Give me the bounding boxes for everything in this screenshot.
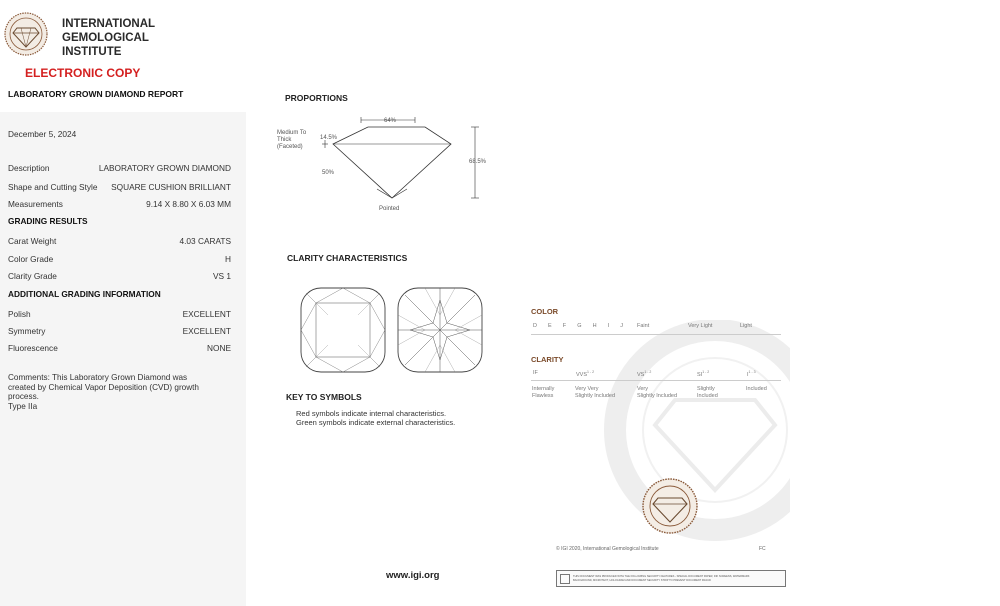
- clarity-desc-line: Included: [697, 393, 718, 399]
- igi-seal-logo: [4, 12, 48, 56]
- culet-label: Pointed: [379, 206, 400, 212]
- carat-value: 4.03 CARATS: [179, 236, 231, 246]
- polish-value: EXCELLENT: [182, 309, 231, 319]
- clarity-desc-line: Slightly Included: [575, 393, 616, 399]
- fluorescence-row: [8, 343, 231, 353]
- clarity-si: [697, 370, 709, 378]
- clarity-i: [747, 370, 756, 378]
- clarity-grade-value: VS 1: [213, 271, 231, 281]
- description-label: Description: [8, 163, 50, 173]
- color-very-light: Very Light: [688, 323, 713, 329]
- comments-line: Type IIa: [8, 401, 38, 411]
- clarity-i-desc: Included: [746, 386, 767, 392]
- symmetry-value: EXCELLENT: [182, 326, 231, 336]
- girdle-line: Medium To: [277, 130, 307, 136]
- org-line-3: INSTITUTE: [62, 46, 122, 58]
- clarity-desc-line: Slightly Included: [637, 393, 678, 399]
- clarity-desc-line: Very Very: [575, 386, 599, 392]
- color-grade-scale: [533, 323, 623, 329]
- total-depth-percent: 68.5%: [469, 159, 487, 165]
- color-grade-row: [8, 254, 231, 264]
- clarity-desc-line: Flawless: [532, 393, 554, 399]
- pavilion-depth-percent: 50%: [322, 170, 335, 176]
- crown-view-plot: [298, 285, 388, 375]
- polish-label: Polish: [8, 309, 31, 319]
- clarity-vs-label: VS: [637, 371, 645, 378]
- report-date: December 5, 2024: [8, 129, 77, 139]
- clarity-grade-label: Clarity Grade: [8, 271, 57, 281]
- igi-bottom-seal: [642, 478, 698, 534]
- clarity-si-range: 1 - 2: [702, 370, 710, 374]
- girdle-line: (Faceted): [277, 144, 303, 150]
- clarity-if: IF: [533, 370, 538, 376]
- key-to-symbols-heading: KEY TO SYMBOLS: [286, 392, 362, 402]
- clarity-vs: [637, 370, 651, 378]
- clarity-characteristics-heading: CLARITY CHARACTERISTICS: [287, 253, 408, 263]
- form-code: FC: [759, 546, 766, 552]
- clarity-si-label: SI: [697, 371, 703, 378]
- description-value: LABORATORY GROWN DIAMOND: [98, 163, 231, 173]
- copyright-text: © IGI 2020, International Gemological Institute: [556, 546, 659, 552]
- clarity-i-range: 1 - 3: [748, 370, 756, 374]
- fluorescence-label: Fluorescence: [8, 343, 58, 353]
- color-grade-h: H: [592, 323, 597, 329]
- color-grade-label: Color Grade: [8, 254, 54, 264]
- symmetry-label: Symmetry: [8, 326, 46, 336]
- shape-value: SQUARE CUSHION BRILLIANT: [111, 182, 231, 192]
- table-percent: 64%: [384, 118, 397, 124]
- clarity-vs-range: 1 - 2: [644, 370, 652, 374]
- description-row: [8, 163, 231, 173]
- color-scale-rule: [531, 334, 781, 335]
- clarity-vvs-desc: [575, 386, 615, 400]
- measurements-value: 9.14 X 8.80 X 6.03 MM: [146, 199, 231, 209]
- clarity-vs-desc: [637, 386, 677, 400]
- clarity-desc-line: Very: [637, 386, 649, 392]
- fluorescence-value: NONE: [207, 343, 231, 353]
- color-grade-e: E: [548, 323, 552, 329]
- security-icon: [560, 574, 570, 584]
- clarity-vvs-range: 1 - 2: [587, 370, 595, 374]
- security-line: BACKGROUND, MICROTEXT, HOLOGRAM AND DOCUMENT SECURITY STRIP TO PREVENT DOCUMENT FRAUD: [573, 578, 711, 582]
- clarity-if-desc: [532, 386, 554, 400]
- carat-row: [8, 236, 231, 246]
- website-link[interactable]: www.igi.org: [386, 570, 440, 581]
- security-strip: [556, 570, 786, 587]
- key-line-red: Red symbols indicate internal characteristics.: [296, 409, 447, 418]
- clarity-si-desc: [697, 386, 718, 400]
- proportions-heading: PROPORTIONS: [285, 93, 348, 103]
- comments-block: [8, 373, 233, 411]
- crown-height-percent: 14.5%: [320, 135, 338, 141]
- clarity-vvs: [576, 370, 594, 378]
- girdle-label: [277, 130, 306, 151]
- pavilion-view-plot: [395, 285, 485, 375]
- color-grade-d: D: [533, 323, 537, 329]
- color-grade-value: H: [225, 254, 231, 264]
- color-faint: Faint: [637, 323, 650, 329]
- security-text: [573, 575, 750, 582]
- color-grade-f: F: [562, 323, 567, 329]
- clarity-desc-line: Slightly: [697, 386, 715, 392]
- comments-line: created by Chemical Vapor Deposition (CVD) growth: [8, 382, 199, 392]
- clarity-grade-row: [8, 271, 231, 281]
- key-line-green: Green symbols indicate external characteristics.: [296, 418, 456, 427]
- clarity-desc-line: Internally: [532, 386, 555, 392]
- security-line: THIS DOCUMENT WAS PRODUCED WITH THE FOLLOWING SECURITY FEATURES - SPECIAL DOCUMENT PAPER, INK SCREENS, WATERMARK: [573, 575, 750, 579]
- org-line-1: INTERNATIONAL: [62, 18, 156, 30]
- clarity-scale-heading: CLARITY: [531, 355, 564, 364]
- shape-row: [8, 182, 231, 192]
- comments-line: Comments: This Laboratory Grown Diamond was: [8, 373, 188, 382]
- shape-label: Shape and Cutting Style: [8, 182, 98, 192]
- carat-label: Carat Weight: [8, 236, 57, 246]
- report-title: LABORATORY GROWN DIAMOND REPORT: [8, 89, 184, 99]
- color-grade-j: J: [620, 323, 623, 329]
- color-light: Light: [740, 323, 752, 329]
- organization-name: [62, 17, 155, 59]
- key-to-symbols-text: [296, 409, 455, 427]
- comments-line: process.: [8, 392, 39, 402]
- electronic-copy-label: ELECTRONIC COPY: [25, 66, 141, 80]
- symmetry-row: [8, 326, 231, 336]
- measurements-row: [8, 199, 231, 209]
- girdle-line: Thick: [277, 137, 292, 143]
- polish-row: [8, 309, 231, 319]
- clarity-i-label: I: [747, 371, 749, 378]
- additional-grading-heading: ADDITIONAL GRADING INFORMATION: [8, 289, 161, 299]
- clarity-vvs-label: VVS: [576, 371, 588, 378]
- report-date-row: [8, 129, 231, 139]
- clarity-scale-rule: [531, 380, 781, 381]
- color-grade-g: G: [577, 323, 582, 329]
- org-line-2: GEMOLOGICAL: [62, 32, 149, 44]
- color-grade-i: I: [607, 323, 610, 329]
- color-scale-heading: COLOR: [531, 307, 559, 316]
- measurements-label: Measurements: [8, 199, 63, 209]
- proportions-diagram: [315, 112, 495, 217]
- grading-results-heading: GRADING RESULTS: [8, 216, 88, 226]
